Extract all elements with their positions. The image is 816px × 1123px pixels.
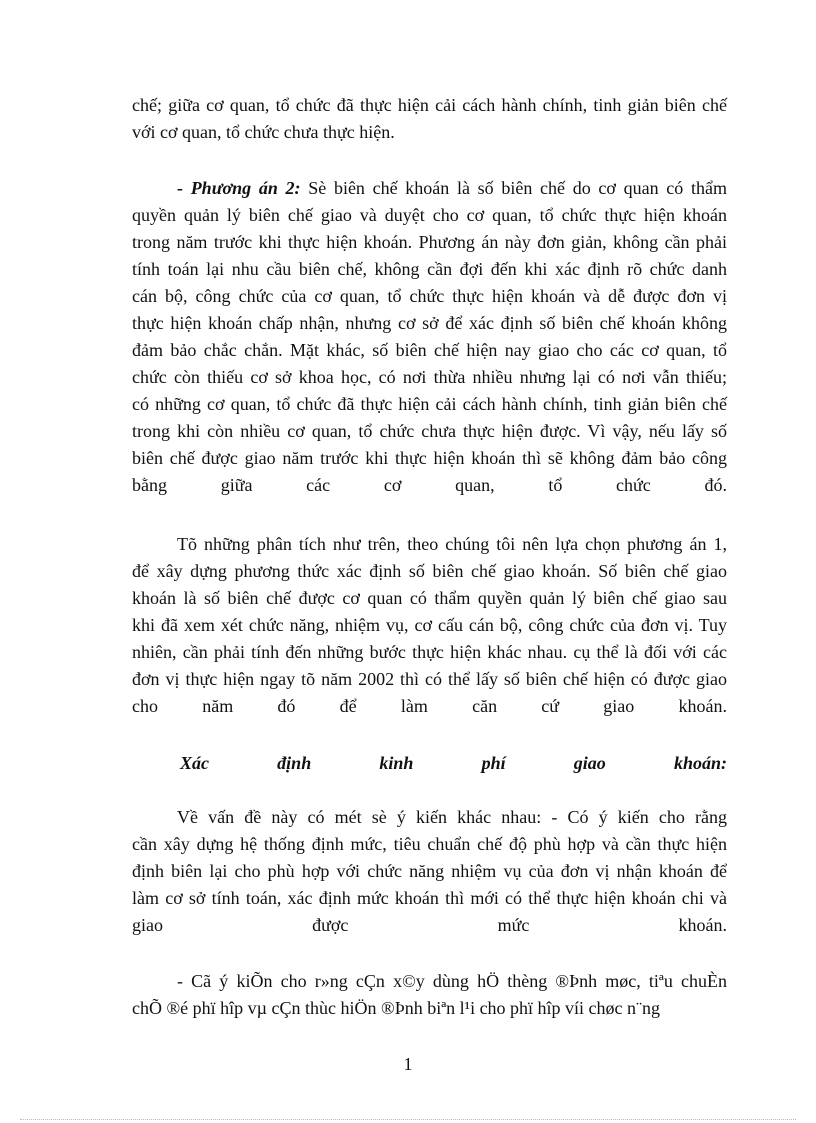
text-line: làm cơ sở tính toán, xác định mức khoán thì mới có thể thực hiện khoán chi và — [132, 888, 727, 908]
text-line: quyền quản lý biên chế giao và duyệt cho cơ quan, tổ chức thực hiện khoán — [132, 205, 727, 225]
text-line: cán bộ, công chức của cơ quan, tổ chức thực hiện khoán và dễ được đơn vị — [132, 286, 727, 306]
text-line: với cơ quan, tổ chức chưa thực hiện. — [132, 122, 395, 142]
text-line: Về vấn đề này có mét sè ý kiến khác nhau: - Có ý kiến cho rằng — [177, 807, 727, 827]
text-line: chế; giữa cơ quan, tổ chức đã thực hiện cải cách hành chính, tinh giản biên chế — [132, 95, 727, 115]
text-line: khi đã xem xét chức năng, nhiệm vụ, cơ cấu cán bộ, công chức của đơn vị. Tuy — [132, 615, 727, 635]
text-line: trong năm trước khi thực hiện khoán. Phương án này đơn giản, không cần phải — [132, 232, 727, 252]
text-line: cho năm đó để làm căn cứ giao khoán. — [132, 696, 727, 716]
paragraph-option-2 — [132, 175, 727, 499]
page-bottom-divider — [20, 1119, 796, 1120]
text-line: trong khi còn nhiều cơ quan, tổ chức chưa thực hiện được. Vì vậy, nếu lấy số — [132, 421, 727, 441]
text-line: biên chế được giao năm trước khi thực hiện khoán thì sẽ không đảm bảo công — [132, 448, 727, 468]
text-line: khoán là số biên chế được cơ quan có thẩm quyền quản lý biên chế giao sau — [132, 588, 727, 608]
text-line: Tõ những phân tích như trên, theo chúng tôi nên lựa chọn phương án 1, — [177, 534, 727, 554]
paragraph-legacy-encoding — [132, 968, 727, 1022]
text-line: tính toán lại nhu cầu biên chế, không cần đợi đến khi xác định rõ chức danh — [132, 259, 727, 279]
paragraph-conclusion — [132, 531, 727, 720]
text-line: chức còn thiếu cơ sở khoa học, có nơi thừa nhiều nhưng lại có nơi vẫn thiếu; — [132, 367, 727, 387]
text-line: định biên lại cho phù hợp với chức năng nhiệm vụ của đơn vị nhận khoán để — [132, 861, 727, 881]
page-number: 1 — [403, 1054, 413, 1074]
section-heading: Xác định kinh phí giao khoán: — [180, 753, 727, 773]
text-line: để xây dựng phương thức xác định số biên chế giao khoán. Số biên chế giao — [132, 561, 727, 581]
text-line — [132, 175, 727, 202]
text-line: bằng giữa các cơ quan, tổ chức đó. — [132, 475, 727, 495]
text-line: đảm bảo chắc chắn. Mặt khác, số biên chế hiện nay giao cho các cơ quan, tổ — [132, 340, 727, 360]
text-line: cần xây dựng hệ thống định mức, tiêu chuẩn chế độ phù hợp và cần thực hiện — [132, 834, 727, 854]
text-line: thực hiện khoán chấp nhận, nhưng cơ sở để xác định số biên chế khoán không — [132, 313, 727, 333]
text-line: chÕ ®é phï hîp vµ cÇn thùc hiÖn ®Þnh biªn l¹i cho phï hîp víi chøc n¨ng — [132, 998, 661, 1018]
text-line: đơn vị thực hiện ngay tõ năm 2002 thì có thể lấy số biên chế hiện có được giao — [132, 669, 727, 689]
paragraph-opinions — [132, 804, 727, 939]
option-label: - Phương án 2: — [177, 178, 301, 198]
paragraph-continuation — [132, 92, 727, 146]
text-line: có những cơ quan, tổ chức đã thực hiện cải cách hành chính, tinh giản biên chế — [132, 394, 727, 414]
text-line: giao được mức khoán. — [132, 915, 727, 935]
text-fragment: Sè biên chế khoán là số biên chế do cơ quan có thẩm — [300, 178, 727, 198]
text-line: - Cã ý kiÕn cho r»ng cÇn x©y dùng hÖ thèng ®Þnh møc, tiªu chuÈn — [177, 971, 727, 991]
text-line: nhiên, cần phải tính đến những bước thực hiện khác nhau. cụ thể là đối với các — [132, 642, 727, 662]
